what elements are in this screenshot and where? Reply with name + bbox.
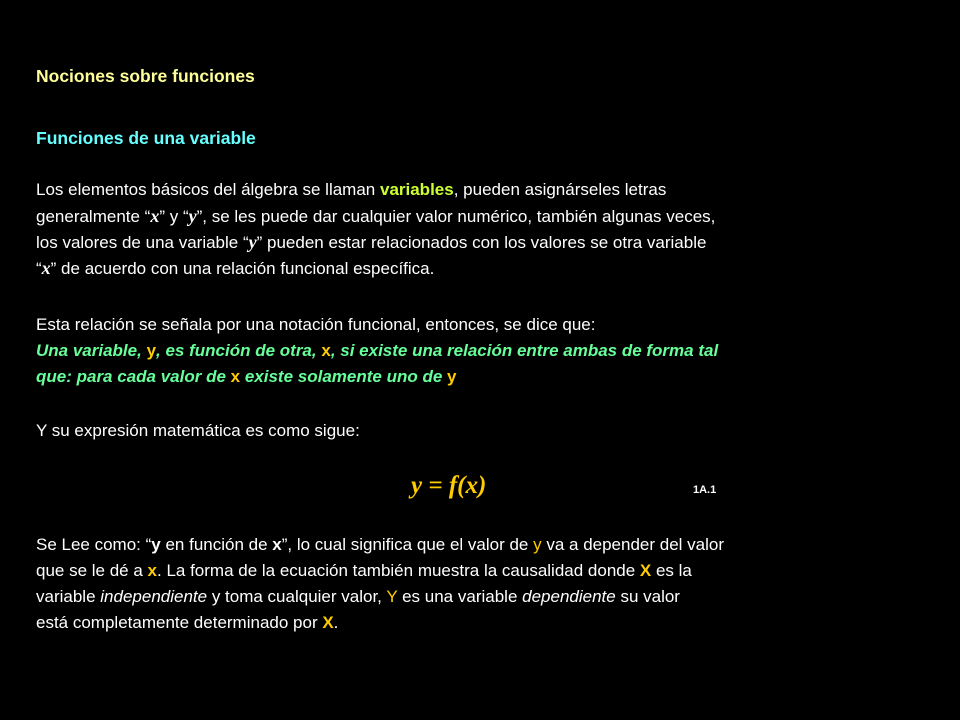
var-x: x bbox=[321, 341, 331, 360]
independiente-term: independiente bbox=[100, 587, 208, 606]
intro-line-1: Los elementos básicos del álgebra se llaman variables, pueden asignárseles letras bbox=[36, 180, 667, 199]
intro-line-3: los valores de una variable “y” pueden estar relacionados con los valores se otra variable bbox=[36, 232, 707, 252]
var-y: y bbox=[533, 535, 542, 554]
expression-intro bbox=[36, 418, 360, 444]
function-formula: y = f(x) bbox=[411, 472, 487, 499]
expression-intro-text: Y su expresión matemática es como sigue: bbox=[36, 421, 360, 440]
var-x: x bbox=[150, 206, 160, 226]
definition-paragraph bbox=[36, 312, 718, 390]
var-x: x bbox=[230, 367, 241, 386]
var-y: y bbox=[248, 232, 257, 252]
var-y: y bbox=[447, 367, 457, 386]
var-x: x bbox=[147, 561, 157, 580]
variables-highlight: variables bbox=[379, 180, 454, 199]
var-y: y bbox=[188, 206, 197, 226]
var-Y: Y bbox=[386, 587, 398, 606]
var-x: x bbox=[272, 535, 282, 554]
intro-line-4: “x” de acuerdo con una relación funcional específica. bbox=[36, 258, 435, 278]
equation-number: 1A.1 bbox=[693, 484, 717, 496]
var-y: y bbox=[151, 535, 161, 554]
dependiente-term: dependiente bbox=[522, 587, 616, 606]
explanation-line-2: que se le dé a x. La forma de la ecuación también muestra la causalidad donde X es la bbox=[36, 561, 692, 580]
section-subtitle: Funciones de una variable bbox=[36, 128, 256, 148]
var-X: X bbox=[639, 561, 652, 580]
var-X: X bbox=[322, 613, 334, 632]
explanation-line-3: variable independiente y toma cualquier valor, Y es una variable dependiente su valor bbox=[36, 587, 680, 606]
var-x: x bbox=[41, 258, 51, 278]
var-y: y bbox=[146, 341, 157, 360]
intro-paragraph bbox=[36, 177, 715, 281]
definition-intro: Esta relación se señala por una notación funcional, entonces, se dice que: bbox=[36, 315, 596, 334]
definition-line-2: que: para cada valor de x existe solamente uno de y bbox=[36, 367, 457, 386]
explanation-paragraph bbox=[36, 532, 724, 636]
explanation-line-4: está completamente determinado por X. bbox=[36, 613, 339, 632]
intro-line-2: generalmente “x” y “y”, se les puede dar cualquier valor numérico, también algunas veces, bbox=[36, 206, 716, 226]
page-title: Nociones sobre funciones bbox=[36, 66, 255, 86]
explanation-line-1: Se Lee como: “y en función de x”, lo cual significa que el valor de y va a depender del valor bbox=[36, 535, 725, 554]
definition-line-1: Una variable, y, es función de otra, x, si existe una relación entre ambas de forma tal bbox=[36, 341, 719, 360]
